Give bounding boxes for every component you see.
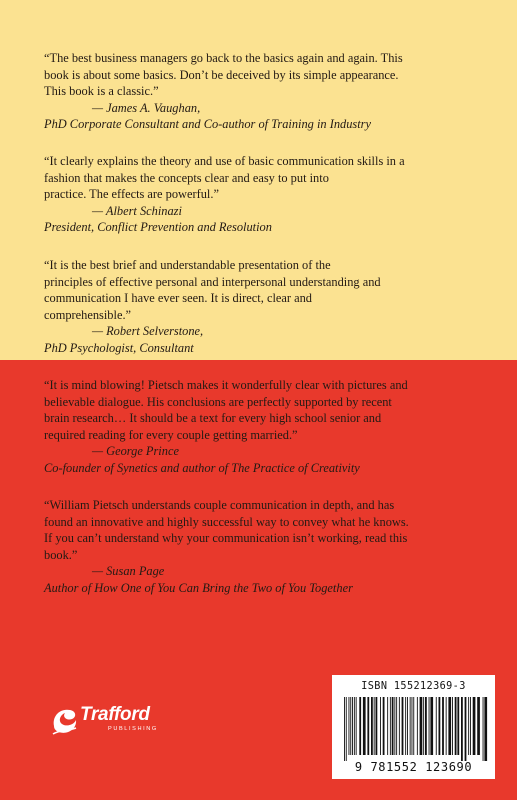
quote-line: believable dialogue. His conclusions are perfectly supported by recent xyxy=(44,394,392,409)
barcode-bar xyxy=(354,697,355,755)
quote-line: “It clearly explains the theory and use of basic communication skills in a xyxy=(44,154,405,168)
testimonial-schinazi xyxy=(44,153,484,236)
barcode-bar xyxy=(442,697,444,755)
barcode-bar xyxy=(429,697,430,755)
barcode-bar xyxy=(350,697,351,755)
barcode-bar xyxy=(425,697,427,755)
quote-line: fashion that makes the concepts clear and easy to put into xyxy=(44,170,329,185)
barcode-bar xyxy=(346,697,347,761)
barcode-bar xyxy=(352,697,353,755)
attribution-name: — Susan Page xyxy=(92,564,165,579)
barcode-bar xyxy=(439,697,441,755)
publisher-tagline: PUBLISHING xyxy=(108,726,158,732)
attribution-role: PhD Psychologist, Consultant xyxy=(44,340,194,355)
barcode-block xyxy=(332,675,495,779)
barcode-bar xyxy=(413,697,414,755)
barcode-bar xyxy=(477,697,480,755)
barcode-bar xyxy=(465,697,467,761)
barcode-bar xyxy=(468,697,469,755)
quote-line: “It is the best brief and understandable presentation of the xyxy=(44,258,331,272)
barcode-bar xyxy=(470,697,471,755)
quote-line: communication I have ever seen. It is direct, clear and xyxy=(44,291,313,306)
ean-digits: 9 781552 123690 xyxy=(354,760,473,774)
quote-line: found an innovative and highly successful way to convey what he knows. xyxy=(44,514,409,529)
barcode-bar xyxy=(383,697,385,755)
quote-line: brain research… It should be a text for every high school senior and xyxy=(44,411,382,426)
barcode-bar xyxy=(402,697,404,755)
barcode-bar xyxy=(376,697,378,755)
barcode-bar xyxy=(484,697,487,761)
quote-line: “William Pietsch understands couple communication in depth, and has xyxy=(44,498,395,512)
barcode-bar xyxy=(367,697,369,755)
barcode-bar xyxy=(387,697,388,755)
barcode-bar xyxy=(374,697,375,755)
testimonial-vaughan xyxy=(44,50,484,133)
quote-line: principles of effective personal and interpersonal understanding and xyxy=(44,274,381,289)
barcode-bar xyxy=(399,697,400,755)
barcode-bar xyxy=(483,697,484,761)
barcode-bar xyxy=(344,697,345,761)
quote-line: “It is mind blowing! Pietsch makes it wonderfully clear with pictures and xyxy=(44,378,408,392)
barcode-bar xyxy=(423,697,424,755)
barcode-bar xyxy=(436,697,437,755)
barcode-bar xyxy=(380,697,381,755)
publisher-logo xyxy=(50,702,180,738)
attribution-role: Author of How One of You Can Bring the Two of You Together xyxy=(44,580,353,595)
attribution-name: — Robert Selverstone, xyxy=(92,324,204,339)
barcode-bar xyxy=(405,697,406,755)
barcode-bar xyxy=(461,697,463,761)
barcode-bar xyxy=(396,697,397,755)
barcode-bar xyxy=(410,697,411,755)
quote-line: This book is a classic.” xyxy=(44,84,159,99)
attribution-name: — Albert Schinazi xyxy=(92,203,182,218)
quote-line: If you can’t understand why your communication isn’t working, read this xyxy=(44,531,408,546)
quote-line: “The best business managers go back to the basics again and again. This xyxy=(44,51,403,65)
barcode-bar xyxy=(359,697,361,755)
barcode-bar xyxy=(417,697,418,755)
testimonial-page xyxy=(44,497,484,597)
barcode xyxy=(342,697,488,761)
barcode-bar xyxy=(448,697,451,755)
quote-line: comprehensible.” xyxy=(44,307,132,322)
attribution-role: PhD Corporate Consultant and Co-author of Training in Industry xyxy=(44,117,372,132)
testimonial-selverstone xyxy=(44,257,484,357)
barcode-bar xyxy=(349,697,350,755)
barcode-bar xyxy=(473,697,476,755)
attribution-role: Co-founder of Synetics and author of The Practice of Creativity xyxy=(44,460,360,475)
barcode-bar xyxy=(412,697,413,755)
isbn-label: ISBN 155212369-3 xyxy=(361,681,466,692)
attribution-name: — James A. Vaughan, xyxy=(92,100,201,115)
publisher-name: Trafford xyxy=(80,704,150,725)
testimonial-prince xyxy=(44,377,484,477)
barcode-bar xyxy=(420,697,423,755)
quote-line: practice. The effects are powerful.” xyxy=(44,187,219,202)
attribution-role: President, Conflict Prevention and Resolution xyxy=(44,220,272,235)
wave-swirl-icon xyxy=(50,704,78,736)
barcode-bar xyxy=(407,697,408,755)
barcode-bar xyxy=(446,697,447,755)
barcode-bar xyxy=(452,697,453,755)
barcode-bar xyxy=(390,697,391,755)
barcode-bar xyxy=(392,697,394,755)
barcode-bar xyxy=(455,697,457,755)
barcode-bar xyxy=(457,697,459,755)
barcode-bar xyxy=(394,697,395,755)
quote-line: book.” xyxy=(44,547,78,562)
barcode-bar xyxy=(363,697,366,755)
quote-line: book is about some basics. Don’t be deceived by its simple appearance. xyxy=(44,67,399,82)
attribution-name: — George Prince xyxy=(92,444,179,459)
barcode-bar xyxy=(371,697,373,755)
barcode-bar xyxy=(430,697,433,755)
quote-line: required reading for every couple getting married.” xyxy=(44,427,298,442)
barcode-bar xyxy=(356,697,357,755)
